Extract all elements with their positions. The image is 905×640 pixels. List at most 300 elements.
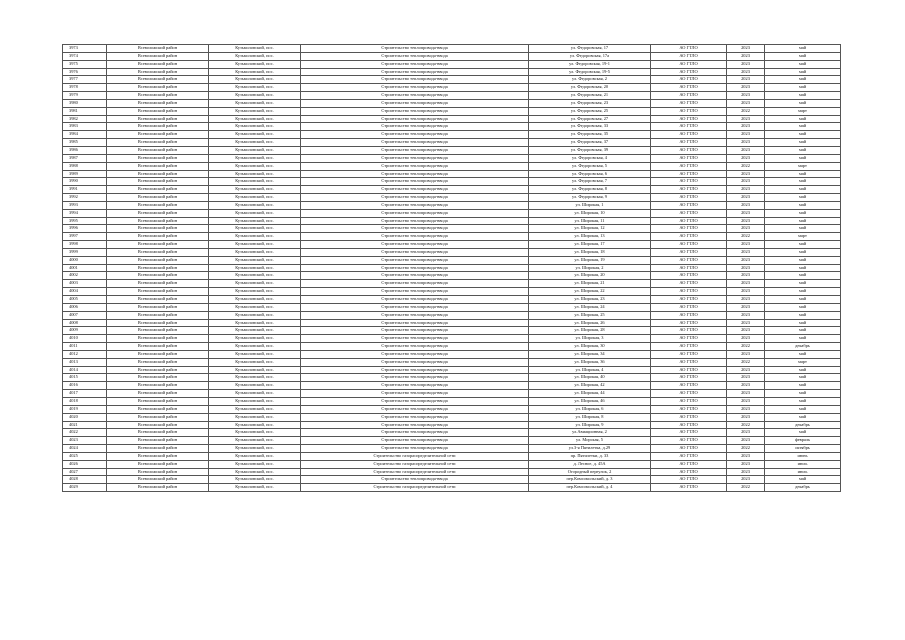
cell-settlement: Кузьмоловский, пос. bbox=[209, 452, 301, 460]
cell-district: Всеволожский район bbox=[107, 248, 209, 256]
cell-address: ул. Широкая, 18 bbox=[529, 248, 651, 256]
cell-year: 2023 bbox=[727, 84, 765, 92]
cell-year: 2023 bbox=[727, 256, 765, 264]
cell-row-number: 4028 bbox=[63, 476, 107, 484]
cell-address: ул. Федоровская, 7 bbox=[529, 178, 651, 186]
cell-organization: АО ГТЛО bbox=[651, 288, 727, 296]
table-row bbox=[63, 484, 841, 492]
cell-row-number: 3996 bbox=[63, 225, 107, 233]
cell-organization: АО ГТЛО bbox=[651, 272, 727, 280]
cell-district: Всеволожский район bbox=[107, 358, 209, 366]
table-row bbox=[63, 437, 841, 445]
cell-district: Всеволожский район bbox=[107, 60, 209, 68]
table-row bbox=[63, 264, 841, 272]
cell-organization: АО ГТЛО bbox=[651, 186, 727, 194]
cell-work-type: Строительство газораспределительной сети bbox=[301, 460, 529, 468]
cell-row-number: 3992 bbox=[63, 194, 107, 202]
cell-year: 2022 bbox=[727, 343, 765, 351]
table-row bbox=[63, 397, 841, 405]
cell-district: Всеволожский район bbox=[107, 445, 209, 453]
cell-year: 2023 bbox=[727, 311, 765, 319]
cell-work-type: Строительство теплопровода-ввода bbox=[301, 421, 529, 429]
cell-organization: АО ГТЛО bbox=[651, 437, 727, 445]
cell-year: 2023 bbox=[727, 272, 765, 280]
cell-organization: АО ГТЛО bbox=[651, 76, 727, 84]
table-row bbox=[63, 248, 841, 256]
document-page bbox=[62, 44, 840, 492]
cell-work-type: Строительство теплопровода-ввода bbox=[301, 84, 529, 92]
cell-work-type: Строительство теплопровода-ввода bbox=[301, 248, 529, 256]
cell-organization: АО ГТЛО bbox=[651, 445, 727, 453]
table-row bbox=[63, 319, 841, 327]
cell-year: 2023 bbox=[727, 131, 765, 139]
cell-district: Всеволожский район bbox=[107, 76, 209, 84]
cell-address: ул. Широкая, 17 bbox=[529, 241, 651, 249]
table-row bbox=[63, 288, 841, 296]
cell-month: май bbox=[765, 366, 841, 374]
cell-work-type: Строительство теплопровода-ввода bbox=[301, 397, 529, 405]
cell-district: Всеволожский район bbox=[107, 280, 209, 288]
cell-work-type: Строительство теплопровода-ввода bbox=[301, 162, 529, 170]
cell-organization: АО ГТЛО bbox=[651, 162, 727, 170]
cell-address: ул. Федоровская, 8 bbox=[529, 186, 651, 194]
cell-work-type: Строительство теплопровода-ввода bbox=[301, 146, 529, 154]
cell-year: 2023 bbox=[727, 170, 765, 178]
cell-month: май bbox=[765, 476, 841, 484]
table-row bbox=[63, 390, 841, 398]
cell-row-number: 3991 bbox=[63, 186, 107, 194]
table-row bbox=[63, 382, 841, 390]
cell-district: Всеволожский район bbox=[107, 217, 209, 225]
table-row bbox=[63, 139, 841, 147]
cell-year: 2023 bbox=[727, 115, 765, 123]
cell-year: 2023 bbox=[727, 201, 765, 209]
cell-organization: АО ГТЛО bbox=[651, 319, 727, 327]
cell-month: май bbox=[765, 264, 841, 272]
cell-settlement: Кузьмоловский, пос. bbox=[209, 397, 301, 405]
cell-district: Всеволожский район bbox=[107, 178, 209, 186]
cell-year: 2023 bbox=[727, 209, 765, 217]
cell-settlement: Кузьмоловский, пос. bbox=[209, 335, 301, 343]
cell-address: ул. Широкая, 19 bbox=[529, 256, 651, 264]
cell-organization: АО ГТЛО bbox=[651, 280, 727, 288]
cell-address: ул. Морская, 5 bbox=[529, 437, 651, 445]
cell-row-number: 3983 bbox=[63, 123, 107, 131]
cell-row-number: 3973 bbox=[63, 45, 107, 53]
cell-work-type: Строительство теплопровода-ввода bbox=[301, 52, 529, 60]
cell-organization: АО ГТЛО bbox=[651, 452, 727, 460]
cell-year: 2022 bbox=[727, 484, 765, 492]
cell-work-type: Строительство теплопровода-ввода bbox=[301, 390, 529, 398]
table-row bbox=[63, 280, 841, 288]
cell-month: май bbox=[765, 76, 841, 84]
cell-settlement: Кузьмоловский, пос. bbox=[209, 225, 301, 233]
cell-address: пер.Комсомольский, д. 3 bbox=[529, 476, 651, 484]
cell-district: Всеволожский район bbox=[107, 397, 209, 405]
cell-year: 2023 bbox=[727, 241, 765, 249]
cell-year: 2023 bbox=[727, 92, 765, 100]
cell-row-number: 3974 bbox=[63, 52, 107, 60]
cell-work-type: Строительство теплопровода-ввода bbox=[301, 194, 529, 202]
cell-month: май bbox=[765, 123, 841, 131]
cell-district: Всеволожский район bbox=[107, 154, 209, 162]
cell-settlement: Кузьмоловский, пос. bbox=[209, 107, 301, 115]
cell-row-number: 4022 bbox=[63, 429, 107, 437]
cell-row-number: 3998 bbox=[63, 241, 107, 249]
cell-organization: АО ГТЛО bbox=[651, 374, 727, 382]
cell-work-type: Строительство теплопровода-ввода bbox=[301, 296, 529, 304]
cell-row-number: 3981 bbox=[63, 107, 107, 115]
cell-row-number: 4024 bbox=[63, 445, 107, 453]
cell-row-number: 4014 bbox=[63, 366, 107, 374]
cell-work-type: Строительство теплопровода-ввода bbox=[301, 343, 529, 351]
cell-year: 2022 bbox=[727, 358, 765, 366]
cell-row-number: 3978 bbox=[63, 84, 107, 92]
cell-settlement: Кузьмоловский, пос. bbox=[209, 99, 301, 107]
cell-year: 2023 bbox=[727, 374, 765, 382]
cell-work-type: Строительство теплопровода-ввода bbox=[301, 319, 529, 327]
cell-organization: АО ГТЛО bbox=[651, 241, 727, 249]
cell-settlement: Кузьмоловский, пос. bbox=[209, 343, 301, 351]
cell-organization: АО ГТЛО bbox=[651, 248, 727, 256]
cell-row-number: 4013 bbox=[63, 358, 107, 366]
cell-month: май bbox=[765, 382, 841, 390]
table-row bbox=[63, 358, 841, 366]
table-row bbox=[63, 123, 841, 131]
cell-month: май bbox=[765, 335, 841, 343]
cell-district: Всеволожский район bbox=[107, 296, 209, 304]
cell-row-number: 4012 bbox=[63, 350, 107, 358]
cell-work-type: Строительство теплопровода-ввода bbox=[301, 186, 529, 194]
cell-month: май bbox=[765, 217, 841, 225]
cell-settlement: Кузьмоловский, пос. bbox=[209, 60, 301, 68]
cell-organization: АО ГТЛО bbox=[651, 194, 727, 202]
cell-work-type: Строительство теплопровода-ввода bbox=[301, 374, 529, 382]
cell-address: ул. Широкая, 42 bbox=[529, 382, 651, 390]
cell-organization: АО ГТЛО bbox=[651, 397, 727, 405]
cell-settlement: Кузьмоловский, пос. bbox=[209, 288, 301, 296]
cell-settlement: Кузьмоловский, пос. bbox=[209, 264, 301, 272]
cell-month: май bbox=[765, 319, 841, 327]
cell-year: 2023 bbox=[727, 382, 765, 390]
cell-settlement: Кузьмоловский, пос. bbox=[209, 421, 301, 429]
cell-settlement: Кузьмоловский, пос. bbox=[209, 256, 301, 264]
cell-work-type: Строительство теплопровода-ввода bbox=[301, 437, 529, 445]
cell-settlement: Кузьмоловский, пос. bbox=[209, 186, 301, 194]
table-row bbox=[63, 154, 841, 162]
cell-address: ул. Широкая, 34 bbox=[529, 350, 651, 358]
cell-district: Всеволожский район bbox=[107, 225, 209, 233]
cell-address: ул. Широкая, 13 bbox=[529, 233, 651, 241]
cell-work-type: Строительство теплопровода-ввода bbox=[301, 280, 529, 288]
cell-month: май bbox=[765, 139, 841, 147]
cell-work-type: Строительство теплопровода-ввода bbox=[301, 60, 529, 68]
cell-organization: АО ГТЛО bbox=[651, 343, 727, 351]
cell-year: 2023 bbox=[727, 45, 765, 53]
cell-work-type: Строительство теплопровода-ввода bbox=[301, 123, 529, 131]
cell-month: декабрь bbox=[765, 343, 841, 351]
cell-district: Всеволожский район bbox=[107, 170, 209, 178]
cell-address: ул. Федоровская, 2 bbox=[529, 76, 651, 84]
cell-row-number: 4026 bbox=[63, 460, 107, 468]
cell-settlement: Кузьмоловский, пос. bbox=[209, 319, 301, 327]
table-row bbox=[63, 327, 841, 335]
cell-month: май bbox=[765, 154, 841, 162]
cell-month: май bbox=[765, 327, 841, 335]
table-row bbox=[63, 178, 841, 186]
cell-district: Всеволожский район bbox=[107, 327, 209, 335]
cell-settlement: Кузьмоловский, пос. bbox=[209, 476, 301, 484]
cell-year: 2023 bbox=[727, 460, 765, 468]
cell-settlement: Кузьмоловский, пос. bbox=[209, 390, 301, 398]
cell-settlement: Кузьмоловский, пос. bbox=[209, 178, 301, 186]
cell-organization: АО ГТЛО bbox=[651, 178, 727, 186]
cell-month: октябрь bbox=[765, 445, 841, 453]
cell-row-number: 4008 bbox=[63, 319, 107, 327]
cell-year: 2023 bbox=[727, 350, 765, 358]
cell-row-number: 3975 bbox=[63, 60, 107, 68]
cell-district: Всеволожский район bbox=[107, 162, 209, 170]
table-row bbox=[63, 366, 841, 374]
cell-month: май bbox=[765, 186, 841, 194]
cell-year: 2023 bbox=[727, 280, 765, 288]
cell-work-type: Строительство теплопровода-ввода bbox=[301, 45, 529, 53]
table-row bbox=[63, 374, 841, 382]
cell-district: Всеволожский район bbox=[107, 84, 209, 92]
cell-organization: АО ГТЛО bbox=[651, 335, 727, 343]
cell-settlement: Кузьмоловский, пос. bbox=[209, 162, 301, 170]
cell-row-number: 3989 bbox=[63, 170, 107, 178]
cell-work-type: Строительство теплопровода-ввода bbox=[301, 327, 529, 335]
cell-settlement: Кузьмоловский, пос. bbox=[209, 311, 301, 319]
cell-address: ул. Федоровская, 21 bbox=[529, 92, 651, 100]
cell-district: Всеволожский район bbox=[107, 468, 209, 476]
cell-district: Всеволожский район bbox=[107, 107, 209, 115]
cell-work-type: Строительство теплопровода-ввода bbox=[301, 382, 529, 390]
cell-organization: АО ГТЛО bbox=[651, 154, 727, 162]
cell-organization: АО ГТЛО bbox=[651, 84, 727, 92]
cell-month: май bbox=[765, 397, 841, 405]
cell-work-type: Строительство теплопровода-ввода bbox=[301, 405, 529, 413]
cell-year: 2023 bbox=[727, 452, 765, 460]
table-row bbox=[63, 256, 841, 264]
cell-year: 2023 bbox=[727, 146, 765, 154]
table-row bbox=[63, 241, 841, 249]
cell-row-number: 4025 bbox=[63, 452, 107, 460]
cell-settlement: Кузьмоловский, пос. bbox=[209, 429, 301, 437]
cell-row-number: 4017 bbox=[63, 390, 107, 398]
cell-organization: АО ГТЛО bbox=[651, 460, 727, 468]
cell-address: ул. Федоровская, 9 bbox=[529, 194, 651, 202]
cell-address: ул. Широкая, 1 bbox=[529, 201, 651, 209]
table-row bbox=[63, 209, 841, 217]
cell-row-number: 3986 bbox=[63, 146, 107, 154]
cell-row-number: 4001 bbox=[63, 264, 107, 272]
table-row bbox=[63, 445, 841, 453]
cell-month: май bbox=[765, 429, 841, 437]
table-row bbox=[63, 233, 841, 241]
cell-year: 2022 bbox=[727, 233, 765, 241]
cell-year: 2023 bbox=[727, 60, 765, 68]
cell-year: 2022 bbox=[727, 421, 765, 429]
cell-year: 2023 bbox=[727, 217, 765, 225]
table-row bbox=[63, 99, 841, 107]
cell-work-type: Строительство теплопровода-ввода bbox=[301, 366, 529, 374]
cell-settlement: Кузьмоловский, пос. bbox=[209, 139, 301, 147]
cell-month: март bbox=[765, 358, 841, 366]
cell-settlement: Кузьмоловский, пос. bbox=[209, 445, 301, 453]
cell-row-number: 4005 bbox=[63, 296, 107, 304]
cell-row-number: 3987 bbox=[63, 154, 107, 162]
table-row bbox=[63, 343, 841, 351]
cell-organization: АО ГТЛО bbox=[651, 484, 727, 492]
table-row bbox=[63, 52, 841, 60]
cell-settlement: Кузьмоловский, пос. bbox=[209, 413, 301, 421]
cell-district: Всеволожский район bbox=[107, 241, 209, 249]
table-row bbox=[63, 421, 841, 429]
cell-district: Всеволожский район bbox=[107, 68, 209, 76]
cell-work-type: Строительство теплопровода-ввода bbox=[301, 272, 529, 280]
cell-organization: АО ГТЛО bbox=[651, 476, 727, 484]
cell-year: 2023 bbox=[727, 397, 765, 405]
cell-organization: АО ГТЛО bbox=[651, 421, 727, 429]
cell-settlement: Кузьмоловский, пос. bbox=[209, 194, 301, 202]
cell-work-type: Строительство теплопровода-ввода bbox=[301, 288, 529, 296]
cell-work-type: Строительство теплопровода-ввода bbox=[301, 264, 529, 272]
cell-year: 2023 bbox=[727, 139, 765, 147]
cell-address: ул. Федоровская, 6 bbox=[529, 170, 651, 178]
table-row bbox=[63, 460, 841, 468]
cell-organization: АО ГТЛО bbox=[651, 139, 727, 147]
cell-settlement: Кузьмоловский, пос. bbox=[209, 296, 301, 304]
cell-address: ул. Широкая, 2 bbox=[529, 264, 651, 272]
cell-month: февраль bbox=[765, 437, 841, 445]
cell-settlement: Кузьмоловский, пос. bbox=[209, 405, 301, 413]
cell-organization: АО ГТЛО bbox=[651, 303, 727, 311]
cell-year: 2023 bbox=[727, 413, 765, 421]
cell-address: ул. Широкая, 30 bbox=[529, 343, 651, 351]
table-row bbox=[63, 429, 841, 437]
cell-district: Всеволожский район bbox=[107, 139, 209, 147]
cell-settlement: Кузьмоловский, пос. bbox=[209, 366, 301, 374]
cell-district: Всеволожский район bbox=[107, 421, 209, 429]
cell-address: ул. Федоровская, 17а bbox=[529, 52, 651, 60]
cell-address: ул. Широкая, 3 bbox=[529, 335, 651, 343]
cell-district: Всеволожский район bbox=[107, 288, 209, 296]
cell-work-type: Строительство теплопровода-ввода bbox=[301, 303, 529, 311]
cell-row-number: 3994 bbox=[63, 209, 107, 217]
cell-row-number: 3995 bbox=[63, 217, 107, 225]
cell-month: май bbox=[765, 68, 841, 76]
cell-row-number: 4010 bbox=[63, 335, 107, 343]
cell-organization: АО ГТЛО bbox=[651, 358, 727, 366]
cell-organization: АО ГТЛО bbox=[651, 225, 727, 233]
cell-work-type: Строительство теплопровода-ввода bbox=[301, 217, 529, 225]
cell-row-number: 3990 bbox=[63, 178, 107, 186]
cell-district: Всеволожский район bbox=[107, 194, 209, 202]
table-row bbox=[63, 335, 841, 343]
cell-year: 2023 bbox=[727, 366, 765, 374]
cell-year: 2023 bbox=[727, 468, 765, 476]
cell-address: ул. Широкая, 8 bbox=[529, 413, 651, 421]
cell-year: 2023 bbox=[727, 178, 765, 186]
cell-work-type: Строительство теплопровода-ввода bbox=[301, 76, 529, 84]
cell-row-number: 4002 bbox=[63, 272, 107, 280]
cell-organization: АО ГТЛО bbox=[651, 413, 727, 421]
cell-year: 2023 bbox=[727, 225, 765, 233]
cell-month: май bbox=[765, 350, 841, 358]
cell-organization: АО ГТЛО bbox=[651, 390, 727, 398]
cell-month: декабрь bbox=[765, 484, 841, 492]
cell-month: май bbox=[765, 272, 841, 280]
cell-address: ул. Федоровская, 5 bbox=[529, 162, 651, 170]
cell-month: май bbox=[765, 248, 841, 256]
cell-settlement: Кузьмоловский, пос. bbox=[209, 437, 301, 445]
cell-address: ул. Широкая, 24 bbox=[529, 303, 651, 311]
cell-settlement: Кузьмоловский, пос. bbox=[209, 146, 301, 154]
cell-work-type: Строительство газораспределительной сети bbox=[301, 484, 529, 492]
cell-address: ул. Широкая, 6 bbox=[529, 405, 651, 413]
cell-month: май bbox=[765, 92, 841, 100]
cell-year: 2023 bbox=[727, 264, 765, 272]
cell-organization: АО ГТЛО bbox=[651, 311, 727, 319]
cell-district: Всеволожский район bbox=[107, 209, 209, 217]
cell-month: май bbox=[765, 194, 841, 202]
cell-district: Всеволожский район bbox=[107, 115, 209, 123]
table-row bbox=[63, 468, 841, 476]
cell-district: Всеволожский район bbox=[107, 390, 209, 398]
cell-address: ул. Широкая, 9 bbox=[529, 421, 651, 429]
cell-month: май bbox=[765, 303, 841, 311]
cell-year: 2023 bbox=[727, 429, 765, 437]
cell-address: ул. Широкая, 28 bbox=[529, 327, 651, 335]
cell-district: Всеволожский район bbox=[107, 343, 209, 351]
cell-year: 2023 bbox=[727, 52, 765, 60]
cell-address: ул.Авиационная, 2 bbox=[529, 429, 651, 437]
cell-district: Всеволожский район bbox=[107, 350, 209, 358]
cell-address: ул. Федоровская, 20 bbox=[529, 84, 651, 92]
cell-work-type: Строительство теплопровода-ввода bbox=[301, 225, 529, 233]
cell-month: июль bbox=[765, 468, 841, 476]
table-row bbox=[63, 68, 841, 76]
table-row bbox=[63, 76, 841, 84]
cell-settlement: Кузьмоловский, пос. bbox=[209, 209, 301, 217]
cell-district: Всеволожский район bbox=[107, 52, 209, 60]
cell-organization: АО ГТЛО bbox=[651, 217, 727, 225]
cell-address: ул. Федоровская, 37 bbox=[529, 139, 651, 147]
cell-settlement: Кузьмоловский, пос. bbox=[209, 92, 301, 100]
cell-row-number: 3993 bbox=[63, 201, 107, 209]
cell-organization: АО ГТЛО bbox=[651, 123, 727, 131]
cell-district: Всеволожский район bbox=[107, 303, 209, 311]
cell-organization: АО ГТЛО bbox=[651, 296, 727, 304]
cell-organization: АО ГТЛО bbox=[651, 382, 727, 390]
cell-year: 2022 bbox=[727, 162, 765, 170]
cell-work-type: Строительство теплопровода-ввода bbox=[301, 209, 529, 217]
cell-settlement: Кузьмоловский, пос. bbox=[209, 484, 301, 492]
cell-row-number: 4016 bbox=[63, 382, 107, 390]
cell-year: 2023 bbox=[727, 303, 765, 311]
cell-work-type: Строительство газораспределительной сети bbox=[301, 468, 529, 476]
cell-organization: АО ГТЛО bbox=[651, 99, 727, 107]
cell-row-number: 3988 bbox=[63, 162, 107, 170]
table-row bbox=[63, 452, 841, 460]
cell-work-type: Строительство теплопровода-ввода bbox=[301, 445, 529, 453]
cell-address: ул. Федоровская, 25 bbox=[529, 107, 651, 115]
table-row bbox=[63, 92, 841, 100]
table-row bbox=[63, 170, 841, 178]
cell-address: ул. Широкая, 36 bbox=[529, 358, 651, 366]
